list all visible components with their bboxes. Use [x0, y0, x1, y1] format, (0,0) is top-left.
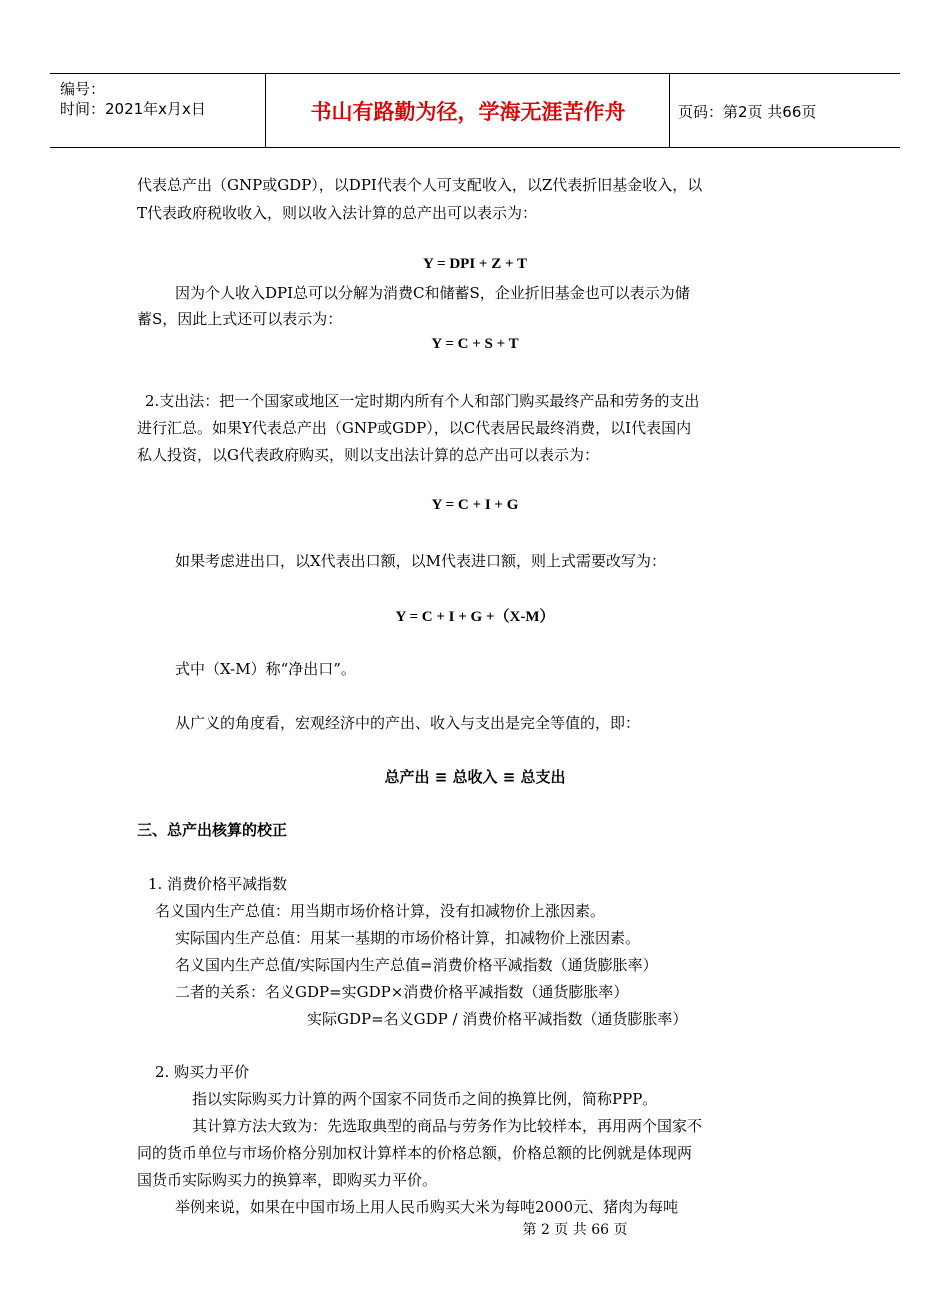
- paragraph-line: 实际GDP=名义GDP / 消费价格平减指数（通货膨胀率）: [307, 1010, 688, 1028]
- header-time-label: 时间：2021年x月x日: [60, 100, 206, 118]
- paragraph-line: 国货币实际购买力的换算率，即购买力平价。: [137, 1171, 438, 1189]
- subsection-title: 1. 消费价格平减指数: [148, 875, 288, 893]
- paragraph-line: 代表总产出（GNP或GDP），以DPI代表个人可支配收入，以Z代表折旧基金收入，以: [137, 176, 703, 194]
- paragraph-line: 2.支出法：把一个国家或地区一定时期内所有个人和部门购买最终产品和劳务的支出: [145, 392, 700, 410]
- subsection-title: 2. 购买力平价: [155, 1063, 250, 1081]
- paragraph-line: 二者的关系：名义GDP=实GDP×消费价格平减指数（通货膨胀率）: [175, 983, 629, 1001]
- paragraph-line: 式中（X-M）称“净出口”。: [175, 660, 356, 678]
- paragraph-line: 同的货币单位与市场价格分别加权计算样本的价格总额，价格总额的比例就是体现两: [137, 1144, 693, 1162]
- equation-open-economy: Y = C + I + G +（X-M）: [395, 609, 555, 625]
- paragraph-line: 进行汇总。如果Y代表总产出（GNP或GDP），以C代表居民最终消费，以I代表国内: [137, 419, 692, 437]
- paragraph-line: 指以实际购买力计算的两个国家不同货币之间的换算比例，简称PPP。: [192, 1090, 658, 1108]
- section-heading: 三、总产出核算的校正: [137, 821, 288, 839]
- equation-income-decomposed: Y = C + S + T: [431, 336, 519, 352]
- paragraph-line: 其计算方法大致为：先选取典型的商品与劳务作为比较样本，再用两个国家不: [192, 1117, 703, 1135]
- paragraph-line: 名义国内生产总值/实际国内生产总值=消费价格平减指数（通货膨胀率）: [175, 956, 658, 974]
- header-page-label: 页码：第2页 共66页: [678, 103, 817, 121]
- equation-expenditure-method: Y = C + I + G: [431, 497, 519, 513]
- equation-identity: 总产出 ≡ 总收入 ≡ 总支出: [384, 768, 566, 786]
- paragraph-line: 因为个人收入DPI总可以分解为消费C和储蓄S，企业折旧基金也可以表示为储: [175, 284, 690, 302]
- page-footer: 第 2 页 共 66 页: [522, 1222, 628, 1238]
- header-bottom-rule: [50, 147, 900, 148]
- header-top-rule: [50, 73, 900, 74]
- header-divider-left: [265, 73, 266, 147]
- header-motto: 书山有路勤为径，学海无涯苦作舟: [310, 100, 626, 124]
- paragraph-line: 蓄S，因此上式还可以表示为：: [137, 310, 343, 328]
- paragraph-line: 如果考虑进出口，以X代表出口额，以M代表进口额，则上式需要改写为：: [175, 552, 667, 570]
- header-number-label: 编号：: [60, 80, 106, 98]
- paragraph-line: 名义国内生产总值：用当期市场价格计算，没有扣减物价上涨因素。: [155, 902, 606, 920]
- paragraph-line: T代表政府税收收入，则以收入法计算的总产出可以表示为：: [137, 204, 538, 222]
- paragraph-line: 实际国内生产总值：用某一基期的市场价格计算，扣减物价上涨因素。: [175, 929, 641, 947]
- header-divider-right: [669, 73, 670, 147]
- paragraph-line: 从广义的角度看，宏观经济中的产出、收入与支出是完全等值的，即：: [175, 714, 641, 732]
- paragraph-line: 举例来说，如果在中国市场上用人民币购买大米为每吨2000元、猪肉为每吨: [175, 1198, 679, 1216]
- equation-income-method: Y = DPI + Z + T: [423, 256, 527, 272]
- paragraph-line: 私人投资，以G代表政府购买，则以支出法计算的总产出可以表示为：: [137, 446, 599, 464]
